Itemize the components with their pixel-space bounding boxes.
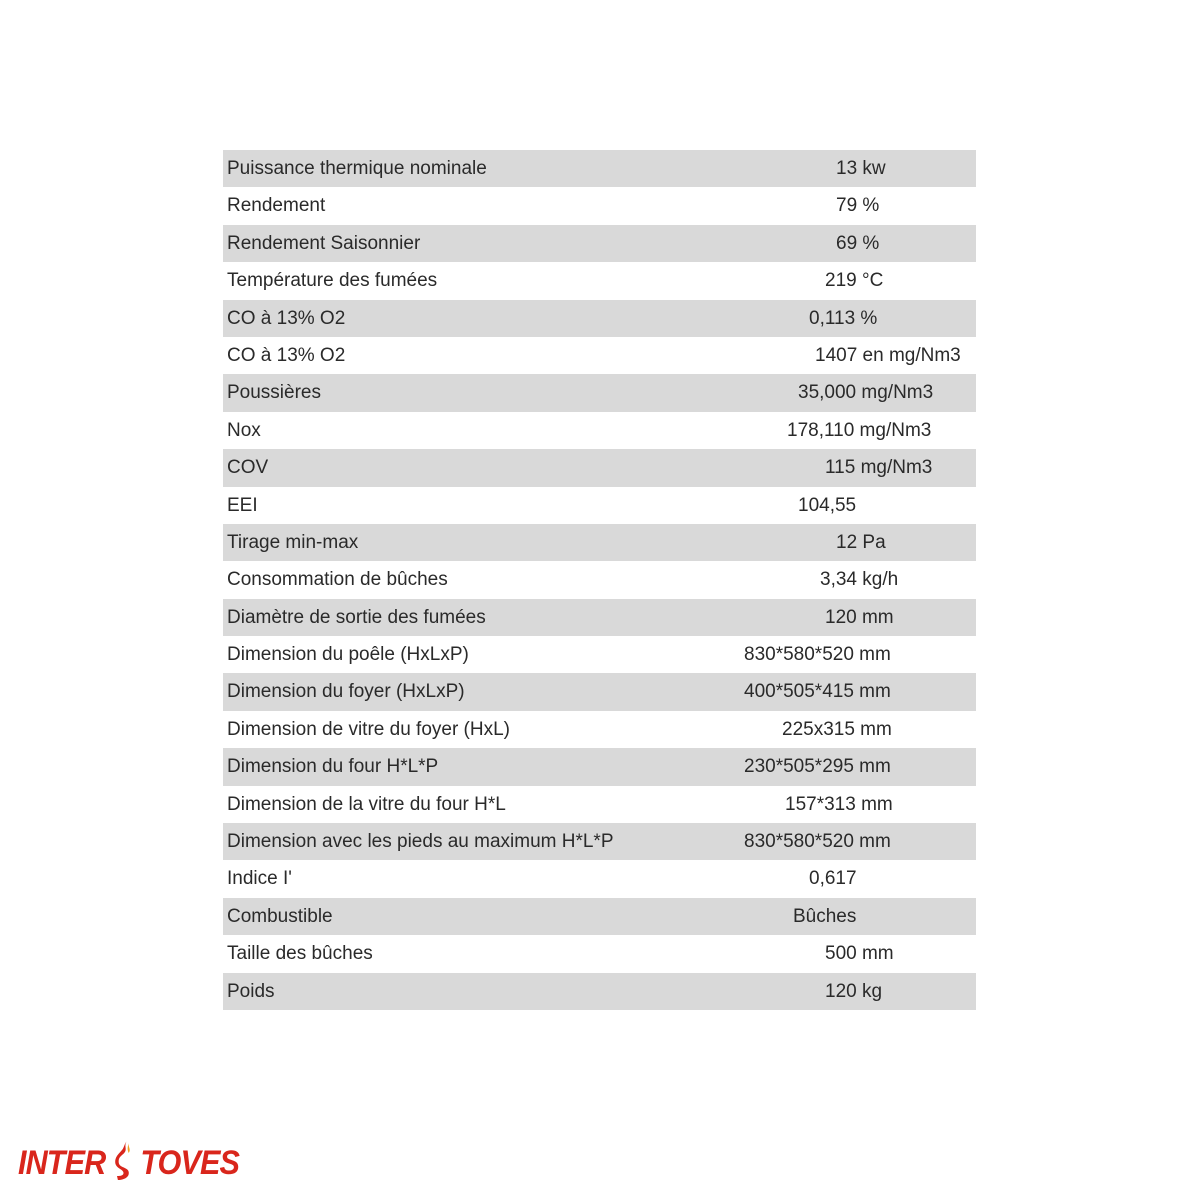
spec-row <box>223 225 976 262</box>
spec-value: 12 Pa <box>836 531 886 553</box>
spec-value: 178,110 mg/Nm3 <box>787 419 932 441</box>
spec-row <box>223 262 976 299</box>
spec-row <box>223 337 976 374</box>
spec-label: Nox <box>227 419 261 441</box>
spec-row <box>223 374 976 411</box>
logo-text-toves: TOVES <box>140 1144 239 1182</box>
spec-label: Dimension du foyer (HxLxP) <box>227 681 465 703</box>
spec-value: 830*580*520 mm <box>744 644 891 666</box>
spec-row <box>223 823 976 860</box>
spec-label: Puissance thermique nominale <box>227 158 487 179</box>
spec-value: 225x315 mm <box>782 718 892 740</box>
spec-row <box>223 748 976 785</box>
spec-value: 79 % <box>836 195 880 217</box>
spec-row <box>223 449 976 486</box>
spec-label: CO à 13% O2 <box>227 344 346 366</box>
spec-label: Dimension avec les pieds au maximum H*L*P <box>227 831 614 853</box>
spec-label: COV <box>227 457 269 479</box>
spec-value: 157*313 mm <box>785 793 893 815</box>
spec-row <box>223 711 976 748</box>
spec-label: Rendement Saisonnier <box>227 232 421 254</box>
logo-text-inter: INTER <box>18 1144 106 1182</box>
spec-value: 230*505*295 mm <box>744 756 891 778</box>
spec-value: 3,34 kg/h <box>820 569 899 591</box>
spec-label: Dimension de la vitre du four H*L <box>227 793 506 815</box>
spec-row <box>223 524 976 561</box>
spec-value: 13 kw <box>836 158 886 179</box>
spec-label: EEI <box>227 494 258 516</box>
spec-row <box>223 300 976 337</box>
spec-row <box>223 412 976 449</box>
spec-label: Taille des bûches <box>227 943 373 965</box>
spec-label: Indice I' <box>227 868 292 890</box>
spec-row <box>223 487 976 524</box>
spec-value: 400*505*415 mm <box>744 681 891 703</box>
spec-label: Tirage min-max <box>227 531 359 553</box>
spec-label: CO à 13% O2 <box>227 307 346 329</box>
spec-label: Combustible <box>227 905 333 927</box>
spec-row <box>223 599 976 636</box>
spec-value: 1407 en mg/Nm3 <box>815 344 961 366</box>
spec-label: Poussières <box>227 382 321 404</box>
spec-value: 500 mm <box>825 943 894 965</box>
flame-s-icon <box>115 1140 135 1182</box>
spec-label: Rendement <box>227 195 326 217</box>
spec-row <box>223 786 976 823</box>
spec-table <box>223 150 976 1010</box>
spec-value: Bûches <box>793 905 857 927</box>
spec-value: 830*580*520 mm <box>744 831 891 853</box>
spec-row <box>223 187 976 224</box>
spec-row <box>223 935 976 972</box>
spec-label: Poids <box>227 980 275 1002</box>
spec-label: Dimension du four H*L*P <box>227 756 439 778</box>
spec-value: 35,000 mg/Nm3 <box>798 382 934 404</box>
spec-row <box>223 561 976 598</box>
interstoves-logo <box>18 1138 239 1188</box>
spec-label: Dimension de vitre du foyer (HxL) <box>227 718 510 740</box>
spec-value: 219 °C <box>825 270 884 292</box>
spec-value: 0,617 <box>809 868 857 890</box>
spec-label: Consommation de bûches <box>227 569 448 591</box>
spec-value: 69 % <box>836 232 880 254</box>
spec-value: 115 mg/Nm3 <box>825 457 933 479</box>
spec-row <box>223 898 976 935</box>
spec-value: 104,55 <box>798 494 857 516</box>
spec-row <box>223 150 976 187</box>
spec-label: Diamètre de sortie des fumées <box>227 606 486 628</box>
spec-value: 120 kg <box>825 980 883 1002</box>
spec-label: Dimension du poêle (HxLxP) <box>227 644 469 666</box>
spec-value: 120 mm <box>825 606 894 628</box>
spec-row <box>223 860 976 897</box>
spec-row <box>223 673 976 710</box>
spec-label: Température des fumées <box>227 270 438 292</box>
spec-value: 0,113 % <box>809 307 878 329</box>
spec-row <box>223 973 976 1010</box>
spec-row <box>223 636 976 673</box>
